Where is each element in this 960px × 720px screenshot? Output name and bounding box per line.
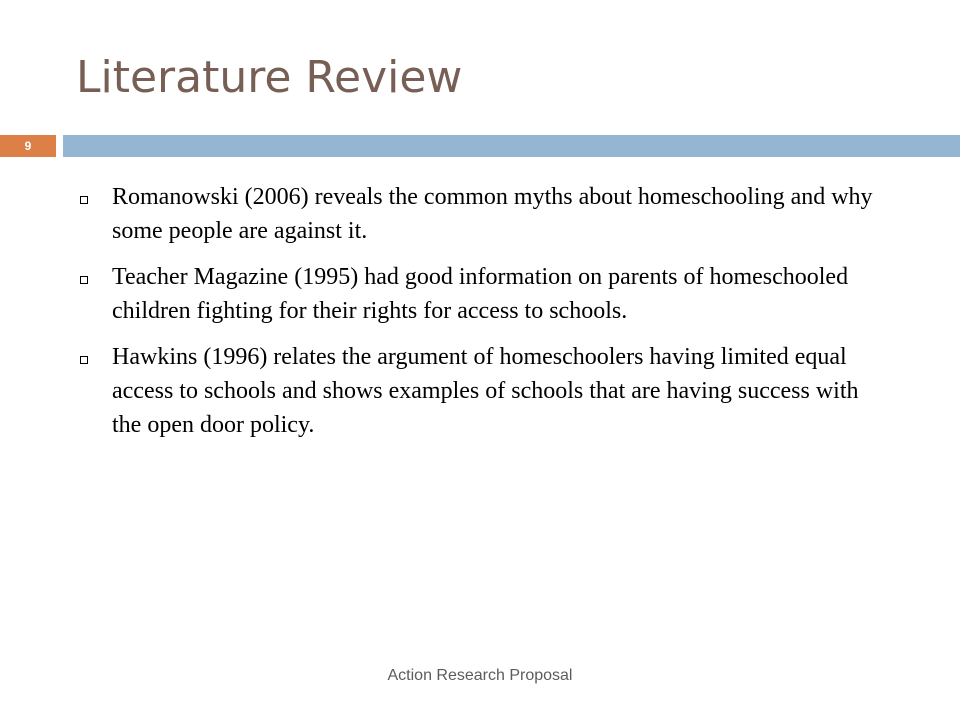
bullet-item	[0, 340, 882, 442]
bullet-text: Hawkins (1996) relates the argument of homeschoolers having limited equal access to schools and shows examples of schools that are having success with the open door policy.	[112, 344, 859, 438]
bullet-text: Romanowski (2006) reveals the common myths about homeschooling and why some people are against it.	[112, 184, 873, 244]
bullet-text: Teacher Magazine (1995) had good information on parents of homeschooled children fighting for their rights for access to schools.	[112, 264, 849, 324]
slide-footer: Action Research Proposal	[387, 667, 573, 684]
hollow-square-bullet-icon	[80, 356, 88, 364]
slide-number: 9	[0, 135, 56, 157]
bullet-list	[0, 180, 882, 454]
bullet-item	[0, 180, 882, 248]
header-accent-bar	[63, 135, 960, 157]
hollow-square-bullet-icon	[80, 196, 88, 204]
slide-title: Literature Review	[76, 52, 463, 103]
hollow-square-bullet-icon	[80, 276, 88, 284]
bullet-item	[0, 260, 882, 328]
